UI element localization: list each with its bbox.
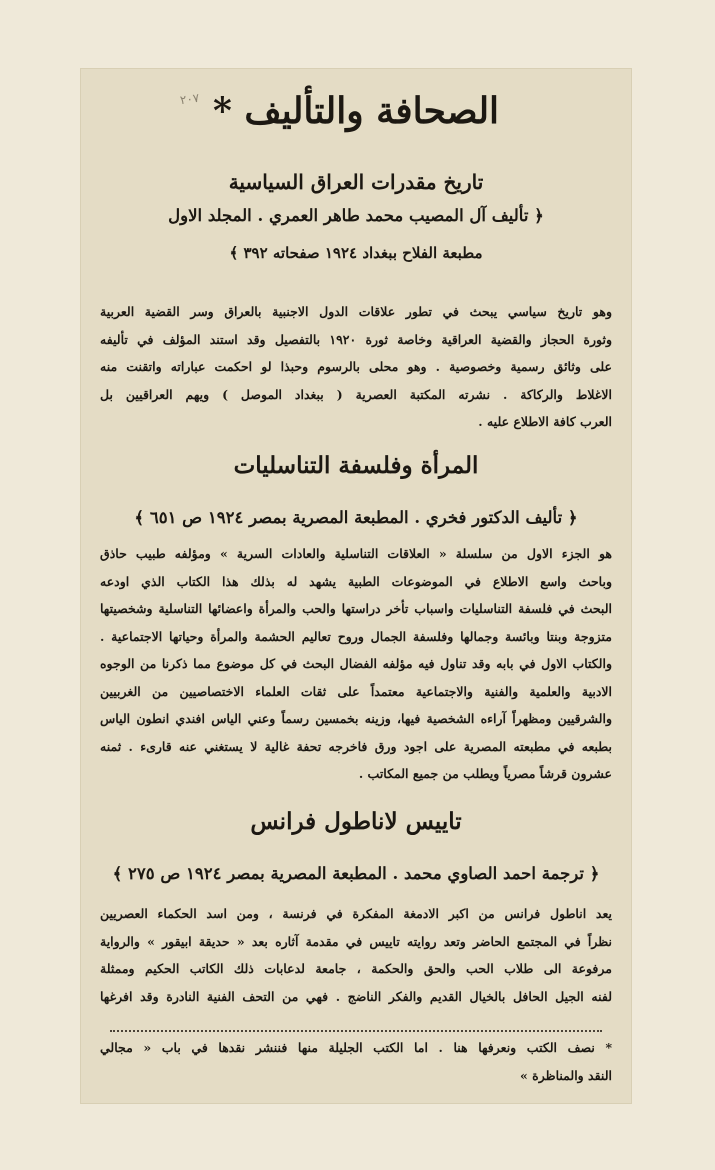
book3-title: تاييس لاناطول فرانس	[250, 808, 462, 835]
book1-line: وهو تاريخ سياسي يبحث في تطور علاقات الدول الاجنبية بالعراق وسر القضية العربية	[100, 304, 612, 319]
book3-line: نظراً في المجتمع الحاضر وتعد روايته تاييس في مقدمة آثاره بعد « حديقة ابيقور » والرواية	[100, 933, 612, 949]
book3-author: ﴿ ترجمة احمد الصاوي محمد . المطبعة المصرية بمصر ١٩٢٤ ص ٢٧٥ ﴾	[112, 864, 600, 883]
scanned-page	[80, 68, 632, 1104]
footnote-line: النقد والمناظرة »	[520, 1067, 612, 1083]
book1-line: على وثائق رسمية وخصوصية . وهو محلى بالرسوم وحبذا لو احكمت عباراته واتقنت منه	[100, 359, 612, 374]
book2-line: هو الجزء الاول من سلسلة « العلاقات التناسلية والعادات السرية » ومؤلفه طبيب حاذق	[100, 546, 612, 561]
book1-line: الاغلاط والركاكة . نشرته المكتبة العصرية ( ببغداد الموصل ) ويهم العراقيين بل	[100, 386, 612, 402]
book2-title: المرأة وفلسفة التناسليات	[233, 452, 479, 479]
book2-line: متزوجة وبنتا وبائسة وجمالها وفلسفة الجمال وروح تعاليم الحشمة والمرأة وحياتها الاجتماعية .	[100, 628, 612, 644]
book2-review	[100, 540, 612, 788]
book1-review	[100, 298, 612, 436]
book2-line: والكتاب الاول في بابه وقد تناول فيه مؤلفه الفضال البحث في كل موضوع مما ذكرنا من الوجوه	[100, 656, 612, 671]
book1-line: العرب كافة الاطلاع عليه .	[478, 414, 612, 429]
page-number: ٢٠٧	[179, 90, 201, 108]
book1-author: ﴿ تأليف آل المصيب محمد طاهر العمري . المجلد الاول	[168, 206, 544, 225]
book1-title: تاريخ مقدرات العراق السياسية	[228, 170, 484, 194]
book1-line: وثورة الحجاز والقضية العراقية وخاصة ثورة ١٩٢٠ بالتفصيل وقد استند المؤلف في تأليفه	[100, 331, 612, 347]
book3-line: يعد اناطول فرانس من اكبر الادمغة المفكرة في فرنسة ، ومن اسد الحكماء العصريين	[100, 906, 612, 921]
section-heading: الصحافة والتأليف *	[212, 90, 500, 132]
book3-line: مرفوعة الى طلاب الحب والحق والحكمة ، جامعة لدعابات ذلك الكاتب الحكيم وممثلة	[100, 961, 612, 976]
book2-line: وباحث واسع الاطلاع في الموضوعات الطبية يشهد له بذلك هذا الكتاب الذي اودعه	[100, 573, 612, 589]
book3-review	[100, 900, 612, 1010]
book2-author: ﴿ تأليف الدكتور فخري . المطبعة المصرية بمصر ١٩٢٤ ص ٦٥١ ﴾	[134, 508, 578, 527]
footnote	[100, 1034, 612, 1089]
footnote-line: * نصف الكتب ونعرفها هنا . اما الكتب الجليلة منها فننشر نقدها في باب « مجالي	[100, 1040, 612, 1055]
book3-line: لفنه الجيل الحافل بالخيال القديم والفكر الناضج . فهي من التحف الفنية النادرة وقد افرغها	[100, 988, 612, 1004]
book2-line: بطبعه في مطبعته المصرية على اجود ورق فاخرجه تحفة غالية لا يستغني عنه قارىء . ثمنه	[100, 738, 612, 754]
footnote-divider	[110, 1030, 602, 1032]
book2-line: والشرقيين ومظهراً آراءه الشخصية فيها، وزينه بخمسين رسماً وعني الياس افندي انطون الياس	[100, 711, 612, 726]
book1-publisher: مطبعة الفلاح ببغداد ١٩٢٤ صفحاته ٣٩٢ ﴾	[229, 244, 483, 262]
book2-line: عشرون قرشاً مصرياً ويطلب من جميع المكاتب .	[358, 766, 612, 781]
book2-line: الادبية والعلمية والفنية والاجتماعية معتمداً على ثقات العلماء الاختصاصيين من الغربيين	[100, 683, 612, 699]
book2-line: البحث في فلسفة التناسليات واسباب تأخر دراستها والحب والمرأة واعضائها التناسلية وشخصيتها	[100, 601, 612, 616]
